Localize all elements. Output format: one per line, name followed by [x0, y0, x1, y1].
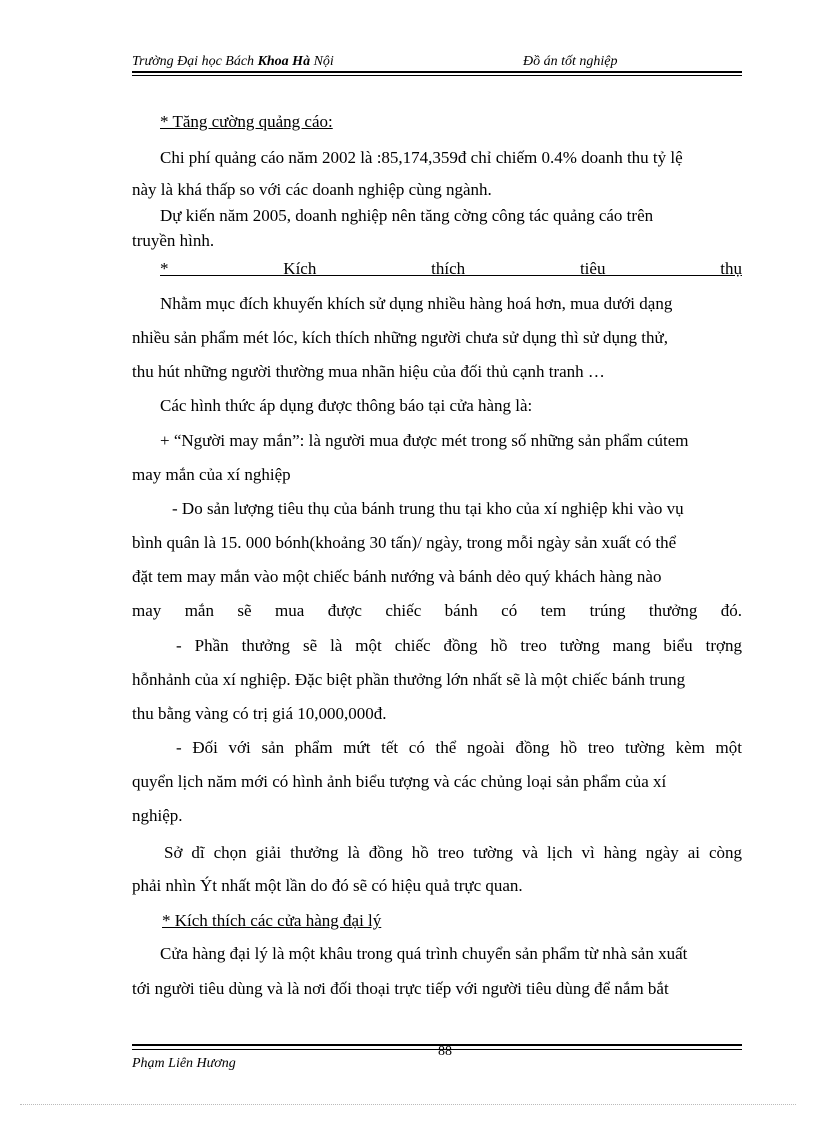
- paragraph-line: thu bằng vàng có trị giá 10,000,000đ.: [132, 704, 387, 723]
- page-bottom-dotted-border: [20, 1104, 796, 1105]
- header-rule-thin: [132, 75, 742, 76]
- paragraph-line: - Đối với sản phẩm mứt tết có thể ngoài đồng hồ treo tường kèm một: [176, 738, 742, 757]
- heading-stimulate-agents: * Kích thích các cửa hàng đại lý: [162, 911, 382, 930]
- paragraph-line: + “Người may mắn”: là người mua được mét trong số những sản phẩm cútem: [160, 431, 689, 450]
- paragraph-line: phải nhìn Ýt nhất một lần do đó sẽ có hiệu quả trực quan.: [132, 876, 523, 895]
- paragraph-line: - Phần thưởng sẽ là một chiếc đồng hồ treo tường mang biểu trợng: [176, 636, 742, 655]
- header-school-bold: Khoa Hà: [257, 54, 311, 69]
- paragraph-line: nhiều sản phẩm mét lóc, kích thích những người chưa sử dụng thì sử dụng thử,: [132, 328, 668, 347]
- paragraph-line: Chi phí quảng cáo năm 2002 là :85,174,359đ chỉ chiếm 0.4% doanh thu tỷ lệ: [160, 148, 683, 167]
- paragraph-line: nghiệp.: [132, 806, 183, 825]
- footer-rule-thick: [132, 1044, 742, 1046]
- paragraph-line: Nhằm mục đích khuyến khích sử dụng nhiều hàng hoá hơn, mua dưới dạng: [160, 294, 673, 313]
- paragraph-line: - Do sản lượng tiêu thụ của bánh trung thu tại kho của xí nghiệp khi vào vụ: [172, 499, 684, 518]
- paragraph-line: tới người tiêu dùng và là nơi đối thoại trực tiếp với người tiêu dùng để nắm bắt: [132, 979, 669, 998]
- header-school-suffix: Nội: [310, 54, 334, 69]
- header-school-prefix: Trường Đại học Bách: [132, 54, 258, 69]
- paragraph-line: truyền hình.: [132, 231, 215, 250]
- paragraph-line: thu hút những người thường mua nhãn hiệu của đối thủ cạnh tranh …: [132, 362, 605, 381]
- paragraph-line: may mắn sẽ mua được chiếc bánh có tem trúng thưởng đó.: [132, 601, 742, 620]
- paragraph-line: Cửa hàng đại lý là một khâu trong quá trình chuyển sản phẩm từ nhà sản xuất: [160, 944, 688, 963]
- paragraph-line: Dự kiến năm 2005, doanh nghiệp nên tăng cờng công tác quảng cáo trên: [160, 206, 654, 225]
- header-rule-thick: [132, 71, 742, 73]
- paragraph-line: Sở dĩ chọn giải thưởng là đồng hồ treo tường và lịch vì hàng ngày ai còng: [164, 843, 742, 862]
- header-doc-type: Đồ án tốt nghiệp: [523, 54, 618, 69]
- footer-rule-thin: [132, 1049, 742, 1050]
- page-number: 88: [438, 1044, 452, 1059]
- paragraph-line: Các hình thức áp dụng được thông báo tại cửa hàng là:: [160, 396, 533, 415]
- heading-advertising: * Tăng cường quảng cáo:: [160, 112, 333, 131]
- header-school: [132, 54, 334, 70]
- paragraph-line: may mắn của xí nghiệp: [132, 465, 291, 484]
- paragraph-line: quyển lịch năm mới có hình ảnh biểu tượng và các chủng loại sản phẩm của xí: [132, 772, 667, 791]
- paragraph-line: đặt tem may mắn vào một chiếc bánh nướng và bánh dẻo quý khách hàng nào: [132, 567, 662, 586]
- paragraph-line: bình quân là 15. 000 bónh(khoảng 30 tấn)/ ngày, trong mỗi ngày sản xuất có thể: [132, 533, 677, 552]
- paragraph-line: hỗnhảnh của xí nghiệp. Đặc biệt phần thưởng lớn nhất sẽ là một chiếc bánh trung: [132, 670, 686, 689]
- heading-stimulate-consumption: * Kích thích tiêu thụ: [160, 259, 742, 278]
- footer-author: Phạm Liên Hương: [132, 1056, 236, 1071]
- paragraph-line: này là khá thấp so với các doanh nghiệp cùng ngành.: [132, 180, 492, 199]
